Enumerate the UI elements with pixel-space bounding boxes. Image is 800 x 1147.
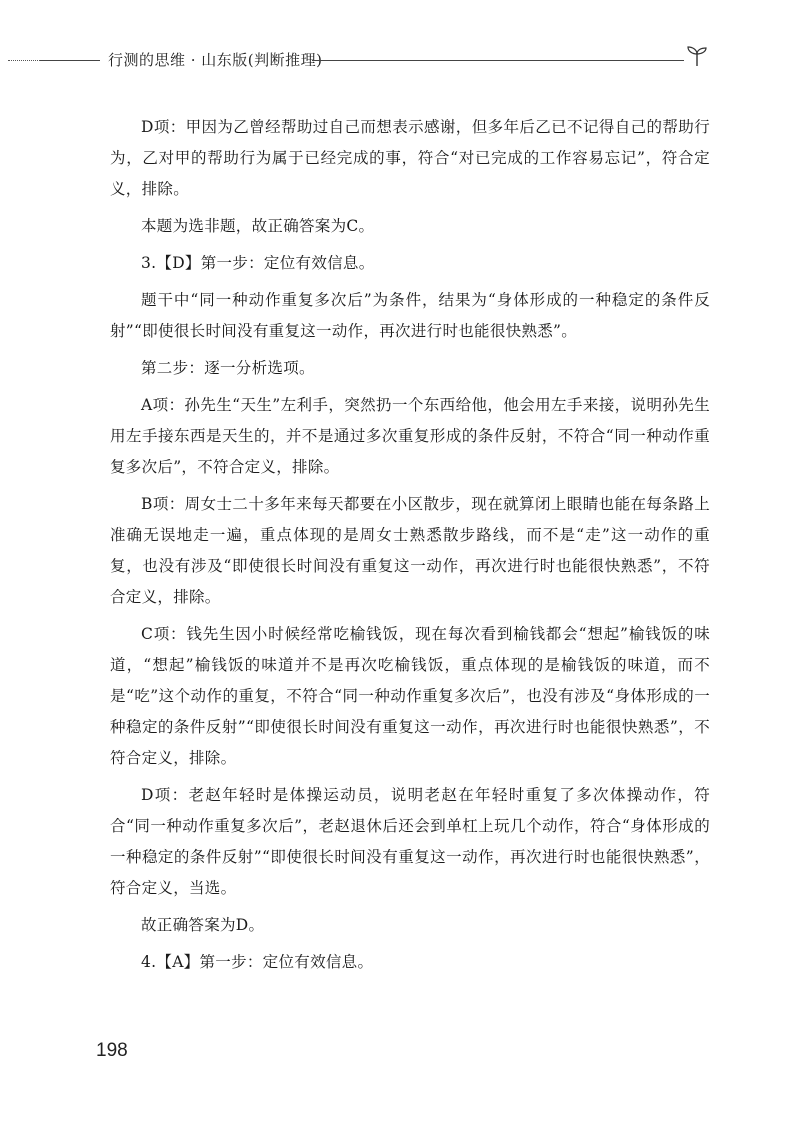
paragraph-q3-step1: 3.【D】第一步：定位有效信息。: [141, 254, 375, 272]
paragraph-q3-option-a: A项：孙先生“天生”左利手，突然扔一个东西给他，他会用左手来接，说明孙先生用左手接东西是天生的，并不是通过多次重复形成的条件反射，不符合“同一种动作重复多次后”，不符合定义，排除。: [110, 396, 710, 476]
paragraph-q3-option-d: D项：老赵年轻时是体操运动员，说明老赵在年轻时重复了多次体操动作，符合“同一种动作重复多次后”，老赵退休后还会到单杠上玩几个动作，符合“身体形成的一种稳定的条件反射”“即使很长时间没有重复这一动作，再次进行时也能很快熟悉”，符合定义，当选。: [110, 786, 710, 897]
paragraph-option-d-q2: D项：甲因为乙曾经帮助过自己而想表示感谢，但多年后乙已不记得自己的帮助行为，乙对甲的帮助行为属于已经完成的事，符合“对已完成的工作容易忘记”，符合定义，排除。: [110, 118, 710, 198]
paragraph-q3-option-b: B项：周女士二十多年来每天都要在小区散步，现在就算闭上眼睛也能在每条路上准确无误地走一遍，重点体现的是周女士熟悉散步路线，而不是“走”这一动作的重复，也没有涉及“即使很长时间没有重复这一动作，再次进行时也能很快熟悉”，不符合定义，排除。: [110, 495, 710, 606]
paragraph-q4-step1: 4.【A】第一步：定位有效信息。: [141, 953, 374, 971]
paragraph-answer-q3: 故正确答案为D。: [141, 916, 265, 934]
page-number: 198: [96, 1040, 128, 1061]
header-title: 行测的思维 · 山东版(判断推理): [108, 51, 323, 69]
header-rule-left: [40, 60, 100, 61]
paragraph-q3-stem: 题干中“同一种动作重复多次后”为条件，结果为“身体形成的一种稳定的条件反射”“即使很长时间没有重复这一动作，再次进行时也能很快熟悉”。: [110, 291, 710, 340]
header-rule-right: [312, 60, 684, 61]
paragraph-answer-q2: 本题为选非题，故正确答案为C。: [141, 217, 375, 235]
answer-explanation-body: [110, 112, 710, 984]
paragraph-q3-option-c: C项：钱先生因小时候经常吃榆钱饭，现在每次看到榆钱都会“想起”榆钱饭的味道，“想起”榆钱饭的味道并不是再次吃榆钱饭，重点体现的是榆钱饭的味道，而不是“吃”这个动作的重复，不符合“同一种动作重复多次后”，也没有涉及“身体形成的一种稳定的条件反射”“即使很长时间没有重复这一动作，再次进行时也能很快熟悉”，不符合定义，排除。: [110, 625, 710, 767]
paragraph-q3-step2: 第二步：逐一分析选项。: [141, 359, 315, 377]
sprout-icon: [684, 44, 710, 68]
running-header: [0, 40, 800, 76]
